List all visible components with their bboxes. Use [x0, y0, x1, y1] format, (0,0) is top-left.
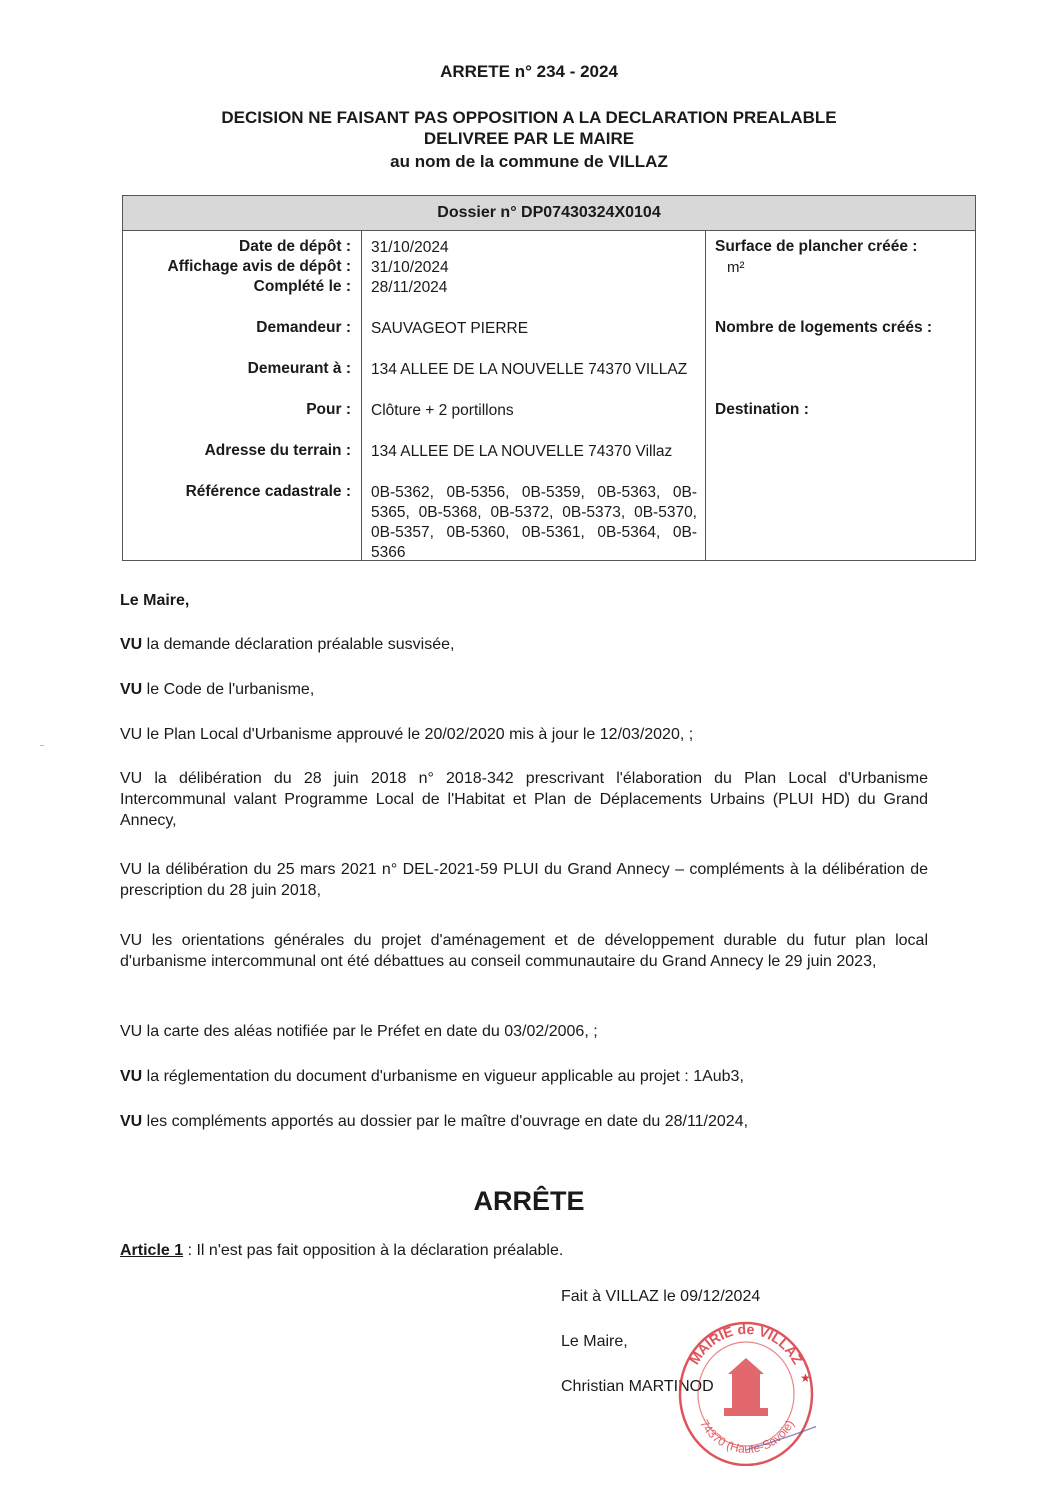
table-divider: [705, 231, 706, 561]
vu-label: VU: [120, 681, 143, 698]
vu-demande-text: la demande déclaration préalable susvisée,: [142, 636, 455, 653]
label-affichage: Affichage avis de dépôt :: [167, 258, 351, 275]
vu-deliberation-2018: VU la délibération du 28 juin 2018 n° 2018-342 prescrivant l'élaboration du Plan Local d'Urbanisme Intercommunal valant Programme Local de l'Habitat et Plan de Déplacements Urbains (PLUI HD) du Grand Annecy,: [120, 770, 928, 829]
signature-name: Christian MARTINOD: [561, 1378, 714, 1395]
value-cadastre: 0B-5362, 0B-5356, 0B-5359, 0B-5363, 0B-5365, 0B-5368, 0B-5372, 0B-5373, 0B-5370, 0B-5357, 0B-5360, 0B-5361, 0B-5364, 0B-5366: [371, 484, 697, 561]
label-destination: Destination :: [715, 401, 809, 418]
label-demandeur: Demandeur :: [256, 319, 351, 336]
vu-label: VU: [120, 1068, 143, 1085]
value-date-depot: 31/10/2024: [371, 239, 449, 256]
vu-complements-text: les compléments apportés au dossier par le maître d'ouvrage en date du 28/11/2024,: [142, 1113, 749, 1130]
svg-text:74370 (Haute-Savoie): 74370 (Haute-Savoie): [697, 1417, 797, 1456]
vu-code: [120, 679, 928, 700]
label-date-depot: Date de dépôt :: [239, 238, 351, 255]
value-adresse-terrain: 134 ALLEE DE LA NOUVELLE 74370 Villaz: [371, 443, 673, 460]
vu-demande: [120, 634, 928, 655]
value-surface-unit: m²: [727, 259, 745, 276]
vu-complements: [120, 1111, 928, 1132]
fait-a: Fait à VILLAZ le 09/12/2024: [561, 1288, 761, 1305]
article-1: [120, 1242, 563, 1260]
margin-mark: [40, 745, 44, 746]
le-maire-heading: Le Maire,: [120, 592, 190, 609]
svg-text:★: ★: [800, 1371, 811, 1385]
label-adresse-terrain: Adresse du terrain :: [204, 442, 351, 459]
vu-carte-aleas: VU la carte des aléas notifiée par le Préfet en date du 03/02/2006, ;: [120, 1023, 598, 1040]
mairie-stamp: [676, 1318, 816, 1466]
arrete-number: ARRETE n° 234 - 2024: [440, 62, 618, 81]
article-text: : Il n'est pas fait opposition à la déclaration préalable.: [183, 1242, 564, 1259]
label-surface: Surface de plancher créée :: [715, 238, 918, 255]
value-complete: 28/11/2024: [371, 279, 448, 296]
label-pour: Pour :: [306, 401, 351, 418]
vu-label: VU: [120, 1113, 143, 1130]
dossier-table: [122, 195, 976, 561]
value-demandeur: SAUVAGEOT PIERRE: [371, 320, 529, 337]
vu-deliberation-2021: VU la délibération du 25 mars 2021 n° DEL-2021-59 PLUI du Grand Annecy – compléments à la délibération de prescription du 28 juin 2018,: [120, 861, 928, 899]
vu-label: VU: [120, 636, 143, 653]
svg-text:MAIRIE de VILLAZ: MAIRIE de VILLAZ: [685, 1320, 807, 1368]
value-affichage: 31/10/2024: [371, 259, 449, 276]
label-logements: Nombre de logements créés :: [715, 319, 933, 336]
decision-title-line1: DECISION NE FAISANT PAS OPPOSITION A LA DECLARATION PREALABLE: [221, 108, 837, 127]
label-cadastre: Référence cadastrale :: [185, 483, 351, 500]
vu-reglementation-text: la réglementation du document d'urbanisme en vigueur applicable au projet : 1Aub3,: [142, 1068, 744, 1085]
value-pour: Clôture + 2 portillons: [371, 402, 514, 419]
article-label: Article 1: [120, 1242, 184, 1259]
commune-line: au nom de la commune de VILLAZ: [390, 152, 668, 171]
vu-orientations: VU les orientations générales du projet d'aménagement et de développement durable du futur plan local d'urbanisme intercommunal ont été débattues au conseil communautaire du Grand Annecy le 29 juin 2023,: [120, 932, 928, 970]
label-demeurant: Demeurant à :: [247, 360, 351, 377]
decision-title-line2: DELIVREE PAR LE MAIRE: [423, 129, 635, 148]
decision-title: [0, 107, 1058, 149]
signature-role: Le Maire,: [561, 1333, 628, 1350]
table-divider: [361, 231, 362, 561]
vu-plu: VU le Plan Local d'Urbanisme approuvé le 20/02/2020 mis à jour le 12/03/2020, ;: [120, 726, 694, 743]
label-complete: Complété le :: [253, 278, 351, 295]
vu-code-text: le Code de l'urbanisme,: [142, 681, 315, 698]
dossier-number: Dossier n° DP07430324X0104: [123, 196, 975, 231]
arrete-heading: ARRÊTE: [473, 1186, 585, 1216]
vu-reglementation: [120, 1066, 928, 1087]
value-demeurant: 134 ALLEE DE LA NOUVELLE 74370 VILLAZ: [371, 361, 688, 378]
